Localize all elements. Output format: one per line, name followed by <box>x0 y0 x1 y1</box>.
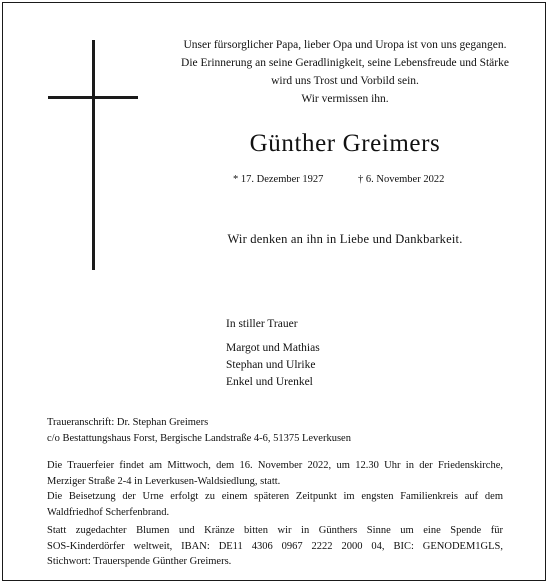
funeral-line: Merziger Straße 2-4 in Leverkusen-Waldsiedlung, statt. <box>47 475 281 487</box>
funeral-line: Die Trauerfeier findet am Mittwoch, dem 16. November 2022, um 12.30 Uhr in der Friedenskirche, <box>47 460 503 471</box>
mourner-name: Margot und Mathias <box>226 342 320 354</box>
donation-line: Statt zugedachter Blumen und Kränze bitten wir in Günthers Sinne um eine Spende für <box>47 525 503 536</box>
birth-date: * 17. Dezember 1927 <box>233 174 324 185</box>
funeral-line: Waldfriedhof Scherfenbrand. <box>47 506 170 518</box>
donation-line: Stichwort: Trauerspende Günther Greimers. <box>47 556 232 567</box>
intro-line: Unser fürsorglicher Papa, lieber Opa und Uropa ist von uns gegangen. <box>183 39 507 51</box>
funeral-line: Die Beisetzung der Urne erfolgt zu einem späteren Zeitpunkt im engsten Familienkreis auf dem <box>47 491 503 502</box>
mourner-name: Stephan und Ulrike <box>226 359 316 371</box>
cross-horizontal-bar <box>48 96 138 99</box>
address-line: c/o Bestattungshaus Forst, Bergische Landstraße 4-6, 51375 Leverkusen <box>47 433 351 444</box>
mourners-list <box>226 340 320 391</box>
intro-line: Wir vermissen ihn. <box>301 93 389 105</box>
cross-vertical-bar <box>92 40 95 270</box>
donation-line: SOS-Kinderdörfer weltweit, IBAN: DE11 4306 0967 2222 2000 04, BIC: GENODEM1GLS, <box>47 540 503 552</box>
memory-line: Wir denken an ihn in Liebe und Dankbarkeit. <box>227 232 463 246</box>
mourning-heading: In stiller Trauer <box>226 318 298 330</box>
mourning-address <box>47 415 351 447</box>
intro-line: wird uns Trost und Vorbild sein. <box>271 75 419 87</box>
donation-request <box>47 523 503 570</box>
intro-line: Die Erinnerung an seine Geradlinigkeit, seine Lebensfreude und Stärke <box>181 57 509 69</box>
death-date: † 6. November 2022 <box>358 174 445 185</box>
address-line: Traueranschrift: Dr. Stephan Greimers <box>47 417 209 428</box>
deceased-name: Günther Greimers <box>249 130 441 157</box>
funeral-details <box>47 458 503 520</box>
mourner-name: Enkel und Urenkel <box>226 376 313 388</box>
intro-text <box>160 36 530 108</box>
